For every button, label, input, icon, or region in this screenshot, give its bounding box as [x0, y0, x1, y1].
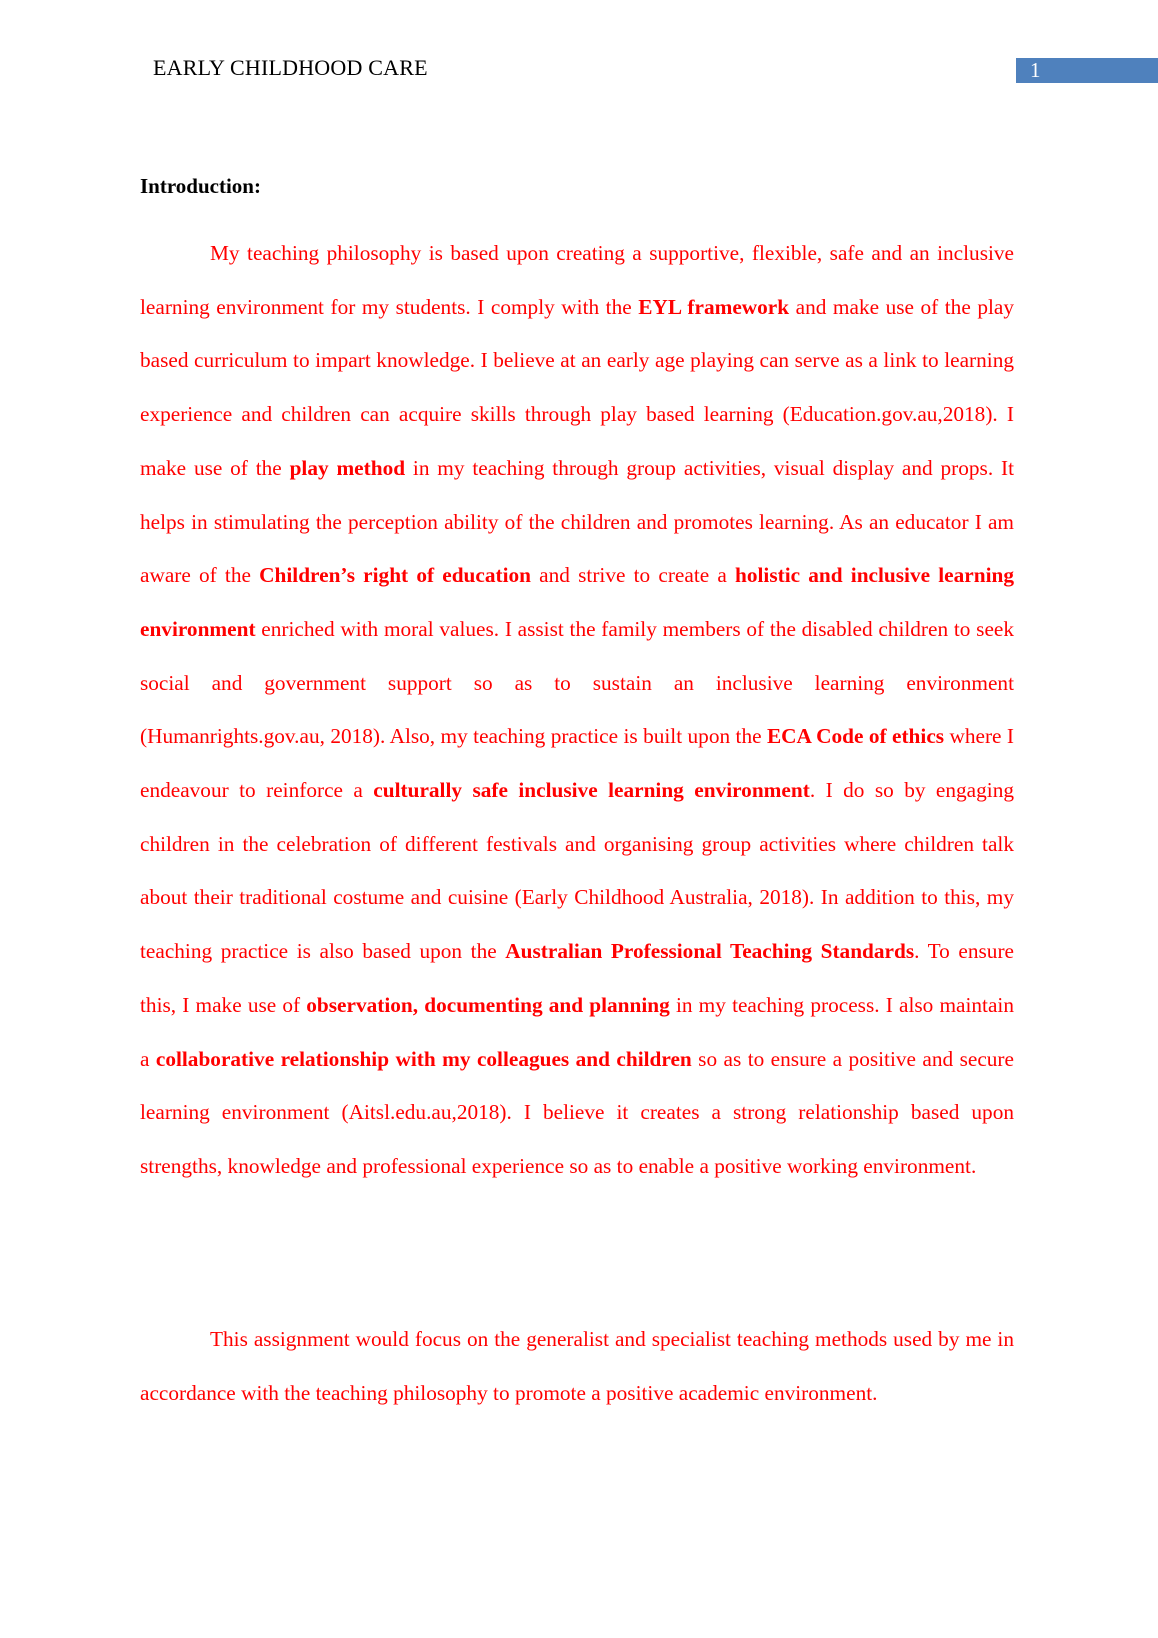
- section-heading: Introduction:: [140, 174, 261, 198]
- bold-term-play-method: play method: [289, 455, 406, 480]
- page-number: 1: [1030, 58, 1041, 82]
- text-run: enriched with moral values. I assist the family members of the disabled children to seek social and government support so as to sustain an inclusive learning environment (Humanrights.gov.au, 2018). Also, my teaching practice is built upon the: [140, 616, 1014, 749]
- text-run: so as to ensure a positive and secure learning environment (Aitsl.edu.au,2018). I believe it creates a strong relationship based upon strengths, knowledge and professional experience so as to enable a positive working environment.: [140, 1046, 1014, 1178]
- text-run: in my teaching process. I also maintain a: [140, 992, 1014, 1071]
- text-run: . I do so by engaging children in the celebration of different festivals and organising group activities where children talk about their traditional costume and cuisine (Early Childhood Australia, 2018). In addition to this, my teaching practice is also based upon the: [140, 778, 1014, 964]
- text-run: and strive to create a: [531, 563, 736, 588]
- running-head: EARLY CHILDHOOD CARE: [153, 55, 428, 80]
- text-run: My teaching philosophy is based upon creating a supportive, flexible, safe and an inclusive learning environment for my students. I comply with the: [140, 241, 1014, 319]
- intro-paragraph: [140, 227, 1014, 1194]
- text-run: and make use of the play based curriculum to impart knowledge. I believe at an early age playing can serve as a link to learning experience and children can acquire skills through play based learning (Education.gov.au,2018). I make use of the: [140, 294, 1014, 480]
- bold-term-holistic-environment: holistic and inclusive learning environment: [140, 563, 1014, 641]
- bold-term-collaborative: collaborative relationship with my colleagues and children: [155, 1046, 692, 1071]
- bold-term-eca-code: ECA Code of ethics: [766, 724, 945, 749]
- bold-term-observation: observation, documenting and planning: [306, 992, 670, 1017]
- bold-term-eyl-framework: EYL framework: [638, 294, 790, 319]
- text-run: where I endeavour to reinforce a: [140, 724, 1014, 803]
- bold-term-culturally-safe: culturally safe inclusive learning environment: [373, 778, 810, 803]
- assignment-focus-paragraph: This assignment would focus on the generalist and specialist teaching methods used by me in accordance with the teaching philosophy to promote a positive academic environment.: [140, 1327, 1014, 1405]
- text-run: in my teaching through group activities, visual display and props. It helps in stimulating the perception ability of the children and promotes learning. As an educator I am aware of the: [140, 455, 1014, 588]
- page-number-bar: [1016, 58, 1158, 83]
- bold-term-teaching-standards: Australian Professional Teaching Standards: [505, 939, 915, 964]
- bold-term-childrens-right: Children’s right of education: [259, 563, 531, 588]
- text-run: . To ensure this, I make use of: [140, 939, 1015, 1017]
